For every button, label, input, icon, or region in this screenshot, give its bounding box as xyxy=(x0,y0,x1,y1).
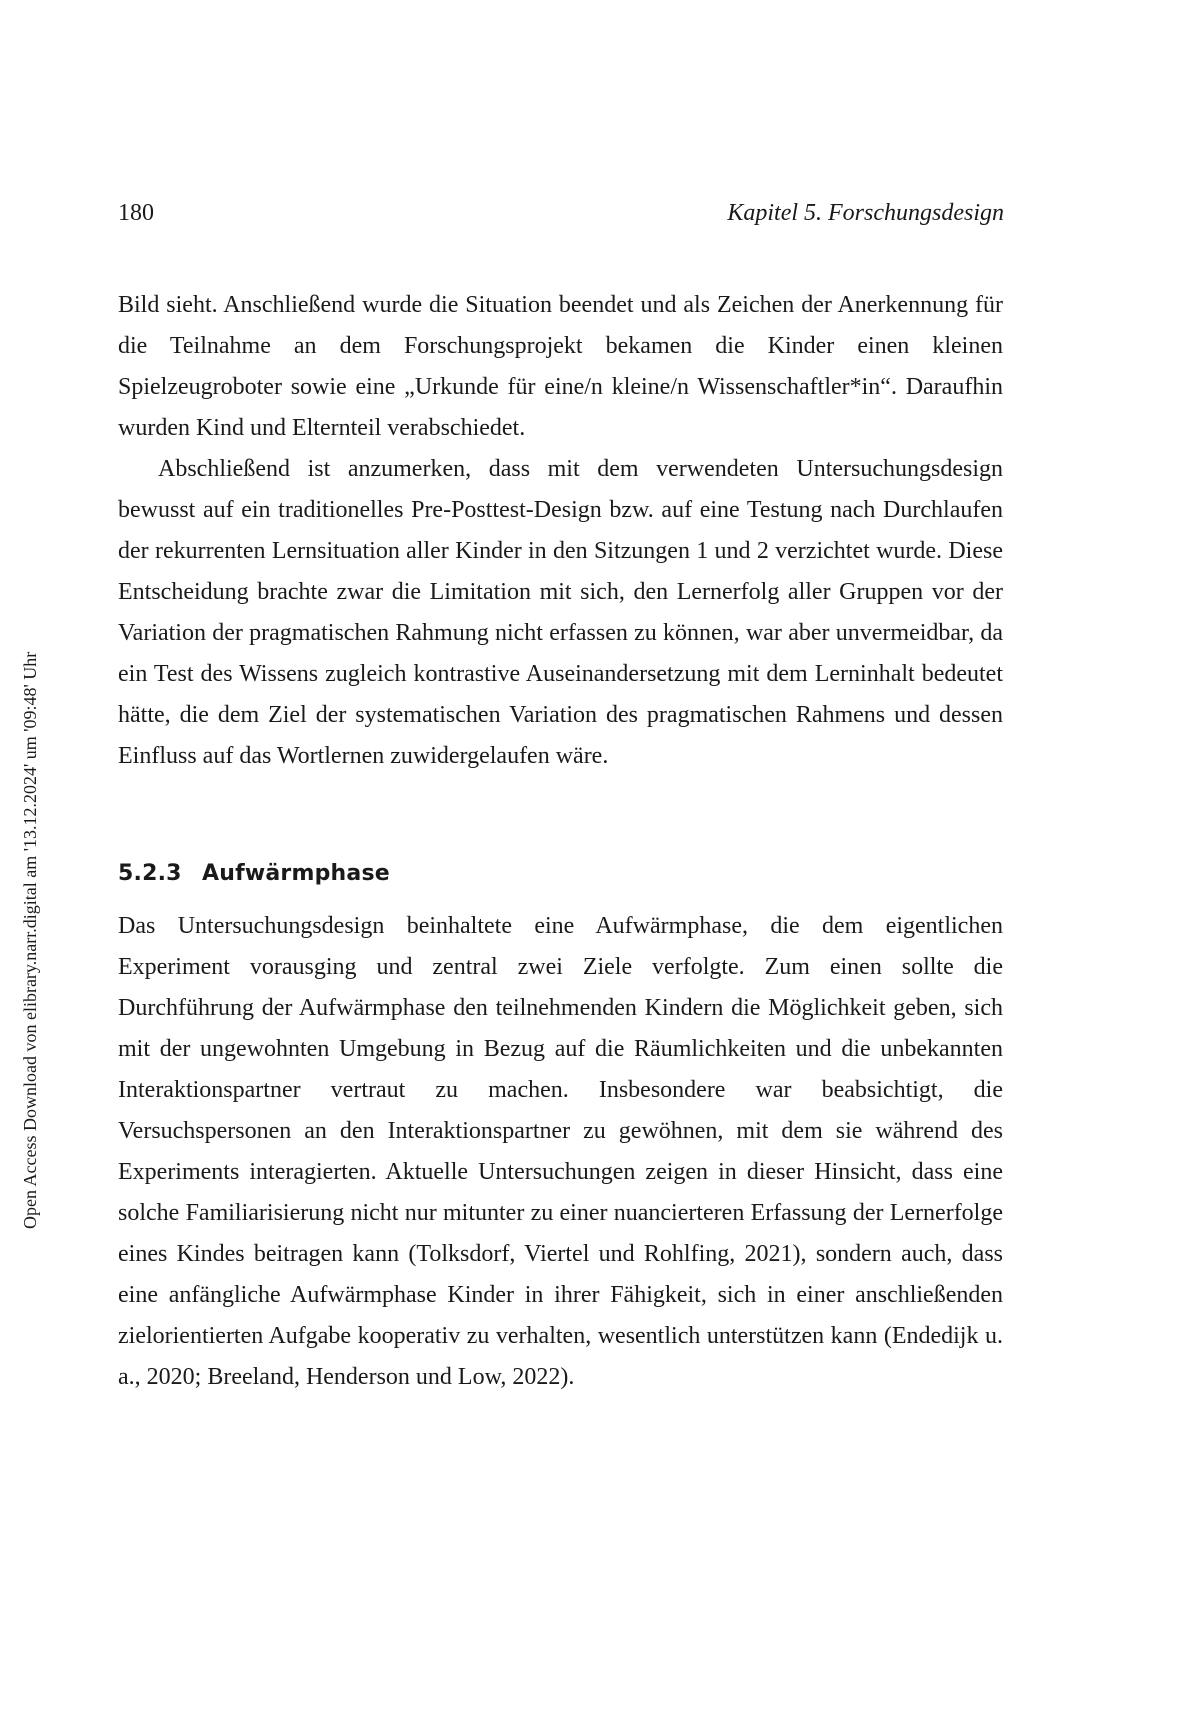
section-heading xyxy=(118,861,390,886)
page-number: 180 xyxy=(118,200,154,226)
section-number: 5.2.3 xyxy=(118,861,182,886)
paragraph: Bild sieht. Anschließend wurde die Situation beendet und als Zeichen der Anerkennung für die Teilnahme an dem Forschungsprojekt bekamen die Kinder einen kleinen Spielzeugroboter sowie eine „Urkunde für eine/n kleine/n Wissenschaftler*in“. Daraufhin wurden Kind und Elternteil verabschiedet. xyxy=(118,292,1003,441)
paragraph: Abschließend ist anzumerken, dass mit dem verwendeten Untersuchungsdesign bewusst auf ein traditionelles Pre-Posttest-Design bzw. auf eine Testung nach Durchlaufen der rekurrenten Lernsituation aller Kinder in den Sitzungen 1 und 2 verzichtet wurde. Diese Entscheidung brachte zwar die Limitation mit sich, den Lernerfolg aller Gruppen vor der Variation der pragmatischen Rahmung nicht erfassen zu können, war aber unvermeidbar, da ein Test des Wissens zugleich kontrastive Auseinandersetzung mit dem Lerninhalt bedeutet hätte, die dem Ziel der systematischen Variation des pragmatischen Rahmens und dessen Einfluss auf das Wortlernen zuwidergelaufen wäre. xyxy=(118,456,1003,769)
running-title: Kapitel 5. Forschungsdesign xyxy=(727,200,1004,226)
download-watermark: Open Access Download von elibrary.narr.digital am '13.12.2024' um '09:48' Uhr xyxy=(20,651,40,1229)
paragraph: Das Untersuchungsdesign beinhaltete eine Aufwärmphase, die dem eigentlichen Experiment vorausging und zentral zwei Ziele verfolgte. Zum einen sollte die Durchführung der Aufwärmphase den teilnehmenden Kindern die Möglichkeit geben, sich mit der ungewohnten Umgebung in Bezug auf die Räumlichkeiten und die unbekannten Interaktionspartner vertraut zu machen. Insbesondere war beabsichtigt, die Versuchspersonen an den Interaktionspartner zu gewöhnen, mit dem sie während des Experiments interagierten. Aktuelle Untersuchungen zeigen in dieser Hinsicht, dass eine solche Familiarisierung nicht nur mitunter zu einer nuancierteren Erfassung der Lernerfolge eines Kindes beitragen kann (Tolksdorf, Viertel und Rohlfing, 2021), sondern auch, dass eine anfängliche Aufwärmphase Kinder in ihrer Fähigkeit, sich in einer anschließenden zielorientierten Aufgabe kooperativ zu verhalten, wesentlich unterstützen kann (Endedijk u. a., 2020; Breeland, Henderson und Low, 2022). xyxy=(118,913,1003,1390)
body-text-before-section xyxy=(118,285,1003,777)
body-text-after-section xyxy=(118,906,1003,1398)
section-title: Aufwärmphase xyxy=(202,861,390,886)
